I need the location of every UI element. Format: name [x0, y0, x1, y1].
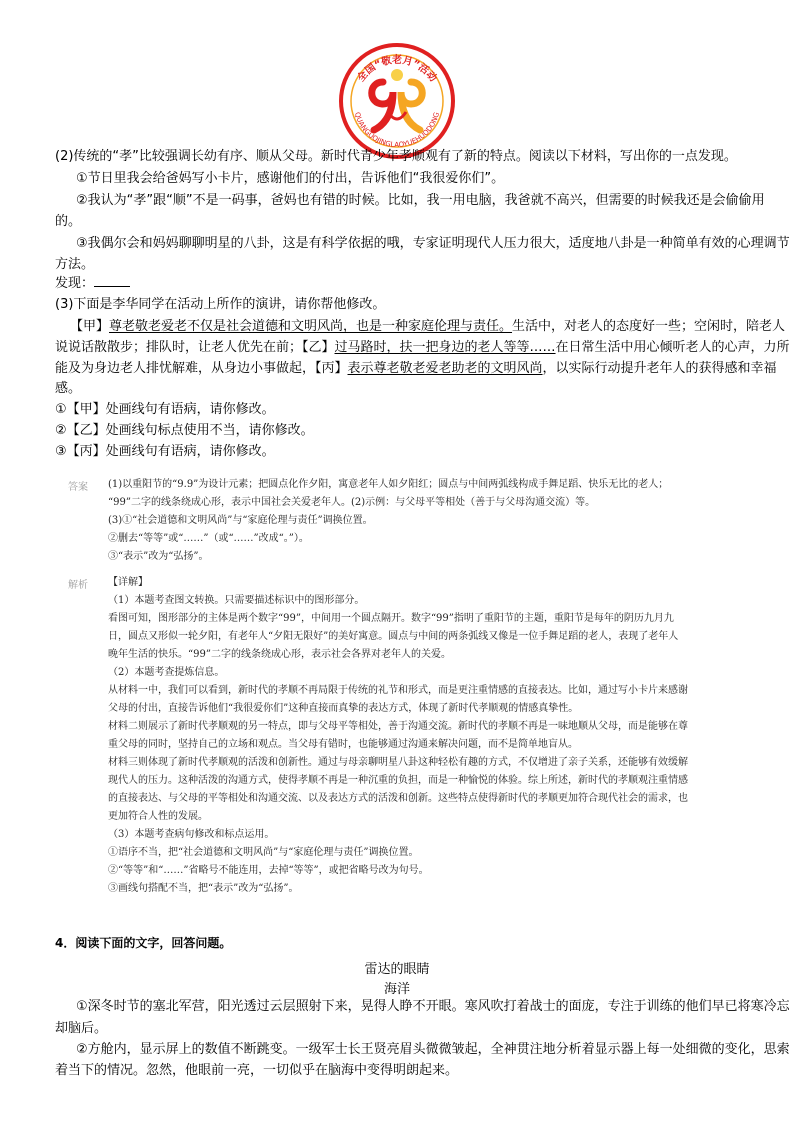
q3-speech-line-3 — [55, 360, 777, 378]
article-paragraph-1: ①深冬时节的塞北军营，阳光透过云层照射下来，晃得人睁不开眼。寒风吹打着战士的面庞，专注于训练的他们早已将寒冷忘 — [76, 999, 790, 1014]
label-jia: 【甲】 — [70, 319, 110, 334]
answer-line: ②删去“等等”或“……”（或“……”改成“。”）。 — [108, 533, 309, 544]
q3-speech-line-1 — [70, 318, 785, 336]
q2-material-3: ③我偶尔会和妈妈聊聊明星的八卦，这是有科学依据的哦，专家证明现代人压力很大，适度地八卦是一种简单有效的心理调节 — [76, 236, 790, 251]
q2-material-2-cont: 的。 — [55, 214, 82, 229]
analysis-tag: 解析 — [68, 580, 88, 591]
q3-intro: (3)下面是李华同学在活动上所作的演讲，请你帮他修改。 — [55, 297, 386, 312]
q2-discovery — [55, 274, 130, 293]
speech-text: 生活中，对老人的态度好一些；空闲时，陪老人 — [512, 319, 786, 334]
article-paragraph-2: ②方舱内，显示屏上的数值不断跳变。一级军士长王贤亮眉头微微皱起，全神贯注地分析着显示器上每一处细微的变化，思索 — [76, 1042, 790, 1057]
answer-line: (1)以重阳节的“9.9”为设计元素；把圆点化作夕阳，寓意老年人如夕阳红；圆点与中间两弧线构成手舞足蹈、快乐无比的老人； — [108, 479, 669, 490]
q2-discovery-label: 发现： — [55, 276, 95, 291]
analysis-line: 晚年生活的快乐。“99”二字的线条绕成心形，表示社会各界对老年人的关爱。 — [108, 649, 451, 660]
answer-line: (3)①“社会道德和文明风尚”与“家庭伦理与责任”调换位置。 — [108, 515, 373, 526]
analysis-line: ②“等等”和“……”省略号不能连用，去掉“等等”，或把省略号改为句号。 — [108, 865, 429, 876]
speech-text: ，以实际行动提升老年人的获得感和幸福 — [542, 361, 777, 376]
analysis-line: 看图可知，图形部分的主体是两个数字“99”，中间用一个圆点隔开。数字“99”指明了重阳节的主题，重阳节是每年的阴历九月九 — [108, 613, 674, 624]
analysis-line: ①语序不当，把“社会道德和文明风尚”与“家庭伦理与责任”调换位置。 — [108, 847, 419, 858]
speech-text: 说说话散散步；排队时，让老人优先在前；【乙】 — [55, 340, 335, 355]
analysis-line: 材料二则展示了新时代孝顺观的另一特点，即与父母平等相处，善于沟通交流。新时代的孝顺不再是一味地顺从父母，而是能够在尊 — [108, 721, 688, 732]
article-paragraph-1-cont: 却脑后。 — [55, 1021, 108, 1036]
analysis-line: 父母的付出，直接告诉他们“我很爱你们”这种直接而真挚的表达方式，体现了新时代孝顺观的情感真挚性。 — [108, 703, 579, 714]
q2-material-1: ①节日里我会给爸妈写小卡片，感谢他们的付出，告诉他们“我很爱你们”。 — [76, 171, 505, 186]
speech-text: 在日常生活中用心倾听老人的心声，力所 — [555, 340, 790, 355]
analysis-line: （3）本题考查病句修改和标点运用。 — [108, 829, 275, 840]
answer-blank[interactable] — [94, 274, 130, 287]
q3-task-2: ②【乙】处画线句标点使用不当，请你修改。 — [55, 423, 314, 438]
underlined-sentence-bing: 表示尊老敬老爱老助老的文明风尚 — [347, 361, 543, 376]
analysis-line: （1）本题考查图文转换。只需要描述标识中的图形部分。 — [108, 595, 365, 606]
logo-emblem-icon — [338, 42, 456, 160]
q2-material-3-cont: 方法。 — [55, 257, 95, 272]
underlined-sentence-jia: 尊老敬老爱老不仅是社会道德和文明风尚，也是一种家庭伦理与责任。 — [109, 319, 513, 334]
analysis-line: 材料三则体现了新时代孝顺观的活泼和创新性。通过与母亲聊明星八卦这种轻松有趣的方式，不仅增进了亲子关系，还能够有效缓解 — [108, 757, 688, 768]
answer-tag: 答案 — [68, 482, 88, 493]
q3-speech-line-4: 感。 — [55, 381, 82, 396]
q2-material-2: ②我认为“孝”跟“顺”不是一码事，爸妈也有错的时候。比如，我一用电脑，我爸就不高兴，但需要的时候我还是会偷偷用 — [76, 193, 765, 208]
analysis-line: 的直接表达、与父母的平等相处和沟通交流、以及表达方式的活泼和创新。这些特点使得新时代的孝顺更加符合现代社会的需求，也 — [108, 793, 688, 804]
answer-line: ③“表示”改为“弘扬”。 — [108, 551, 209, 562]
analysis-line: 现代人的压力。这种活泼的沟通方式，使得孝顺不再是一种沉重的负担，而是一种愉悦的体验。综上所述，新时代的孝顺观注重情感 — [108, 775, 688, 786]
q3-task-3: ③【丙】处画线句有语病，请你修改。 — [55, 444, 275, 459]
q4-heading: 4．阅读下面的文字，回答问题。 — [55, 936, 232, 950]
article-paragraph-2-cont: 着当下的情况。忽然，他眼前一亮，一切似乎在脑海中变得明朗起来。 — [55, 1063, 459, 1078]
underlined-sentence-yi: 过马路时，扶一把身边的老人等等…… — [334, 340, 556, 355]
analysis-line: 【详解】 — [108, 577, 148, 588]
article-title: 雷达的眼睛 — [364, 962, 430, 977]
q2-intro: (2)传统的“孝”比较强调长幼有序、顺从父母。新时代青少年孝顺观有了新的特点。阅读以下材料，写出你的一点发现。 — [55, 149, 737, 164]
q3-task-1: ①【甲】处画线句有语病，请你修改。 — [55, 402, 275, 417]
answer-line: “99”二字的线条绕成心形，表示中国社会关爱老年人。(2)示例：与父母平等相处（善于与父母沟通交流）等。 — [108, 497, 596, 508]
event-logo — [338, 42, 456, 160]
logo-bottom-text: QUANGUOJINGLAOYUEHUODONG — [352, 111, 442, 150]
q3-speech-line-2 — [55, 339, 790, 357]
article-author: 海洋 — [383, 982, 410, 997]
analysis-line: （2）本题考查提炼信息。 — [108, 667, 225, 678]
analysis-line: 重父母的同时，坚持自己的立场和观点。当父母有错时，也能够通过沟通来解决问题，而不是简单地盲从。 — [108, 739, 578, 750]
analysis-line: 从材料一中，我们可以看到，新时代的孝顺不再局限于传统的礼节和形式，而是更注重情感的直接表达。比如，通过写小卡片来感谢 — [108, 685, 688, 696]
analysis-line: 更加符合人性的发展。 — [108, 811, 208, 822]
logo-top-text: 全国“敬老月”活动 — [355, 55, 439, 85]
speech-text: 能及为身边老人排忧解难，从身边小事做起，【丙】 — [55, 361, 348, 376]
analysis-line: 日，圆点又形似一轮夕阳，有老年人“夕阳无限好”的美好寓意。圆点与中间的两条弧线又像是一位手舞足蹈的老人，表现了老年人 — [108, 631, 679, 642]
analysis-line: ③画线句搭配不当，把“表示”改为“弘扬”。 — [108, 883, 299, 894]
